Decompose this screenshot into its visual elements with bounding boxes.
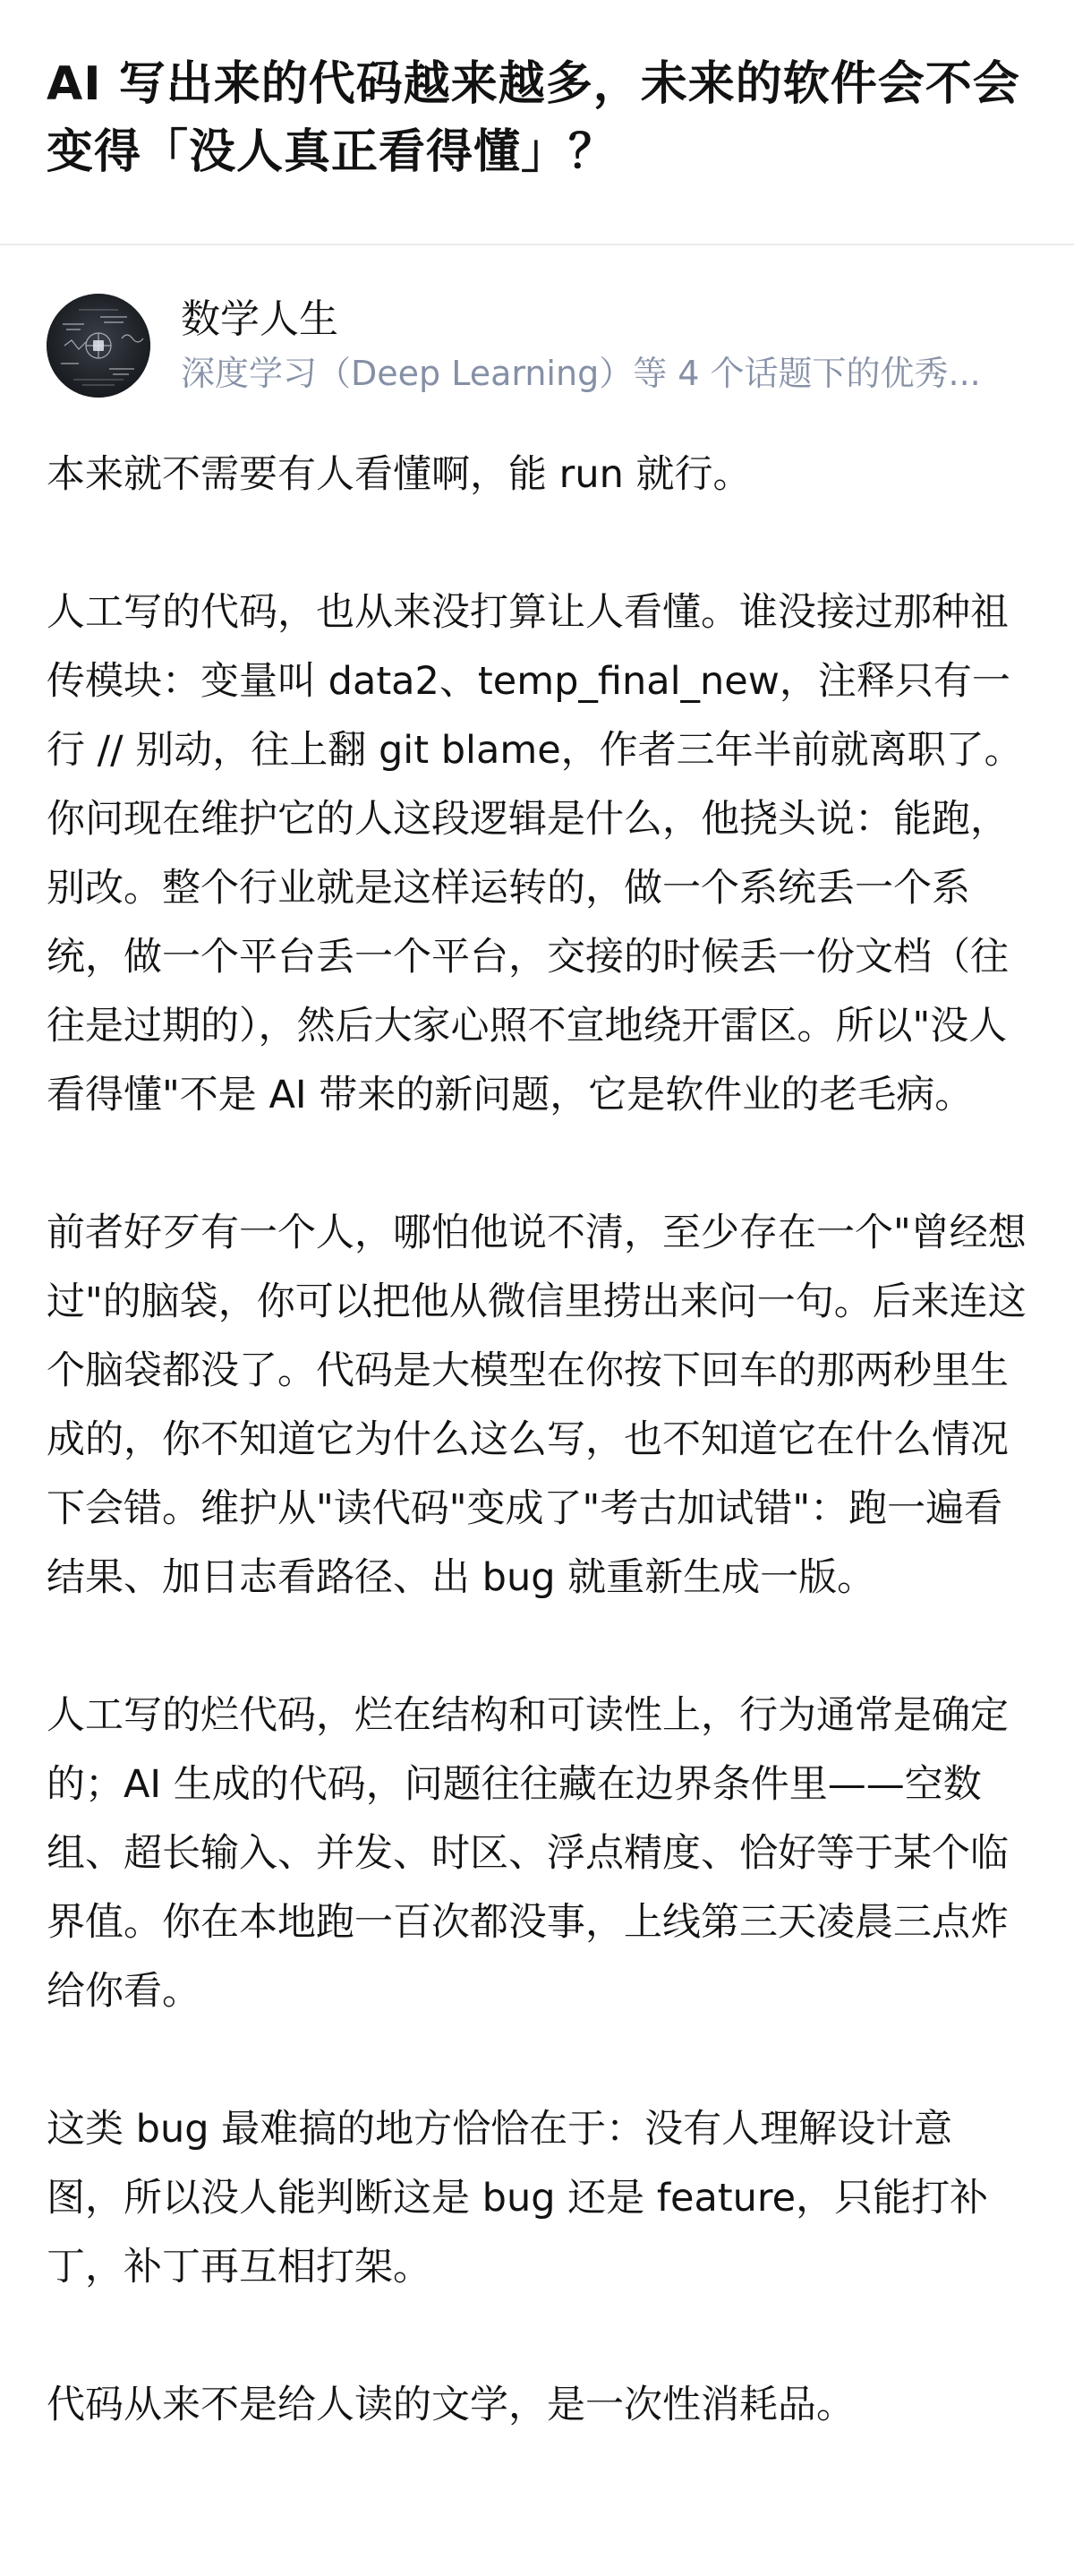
author-block xyxy=(47,292,1027,399)
author-name[interactable]: 数学人生 xyxy=(181,296,338,342)
answer-paragraph: 代码从来不是给人读的文学，是一次性消耗品。 xyxy=(47,2383,855,2427)
answer-paragraph: 前者好歹有一个人，哪怕他说不清，至少存在一个"曾经想过"的脑袋，你可以把他从微信里捞出来问一句。后来连这个脑袋都没了。代码是大模型在你按下回车的那两秒里生成的，你不知道它为什么这么写，也不知道它在什么情况下会错。维护从"读代码"变成了"考古加试错"：跑一遍看结果、加日志看路径、出 bug 就重新生成一版。 xyxy=(47,1211,1027,1600)
answer-paragraph: 人工写的代码，也从来没打算让人看懂。谁没接过那种祖传模块：变量叫 data2、temp_final_new，注释只有一行 // 别动，往上翻 git blame，作者三年半前就离职了。你问现在维护它的人这段逻辑是什么，他挠头说：能跑，别改。整个行业就是这样运转的，做一个系统丢一个系统，做一个平台丢一个平台，交接的时候丢一份文档（往往是过期的），然后大家心照不宣地绕开雷区。所以"没人看得懂"不是 AI 带来的新问题，它是软件业的老毛病。 xyxy=(47,590,1023,1117)
avatar-image xyxy=(47,294,150,398)
author-info xyxy=(181,295,981,397)
answer-body xyxy=(47,441,1027,2440)
question-title[interactable]: AI 写出来的代码越来越多，未来的软件会不会变得「没人真正看得懂」？ xyxy=(47,57,1020,179)
author-badge: 深度学习（Deep Learning）等 4 个话题下的优秀... xyxy=(181,354,981,393)
answer-paragraph: 这类 bug 最难搞的地方恰恰在于：没有人理解设计意图，所以没人能判断这是 bug 还是 feature，只能打补丁，补丁再互相打架。 xyxy=(47,2107,989,2289)
answer-paragraph: 本来就不需要有人看懂啊，能 run 就行。 xyxy=(47,452,752,497)
answer-card xyxy=(0,245,1074,2440)
question-header xyxy=(0,0,1074,244)
answer-paragraph: 人工写的烂代码，烂在结构和可读性上，行为通常是确定的；AI 生成的代码，问题往往藏在边界条件里——空数组、超长输入、并发、时区、浮点精度、恰好等于某个临界值。你在本地跑一百次都没事，上线第三天凌晨三点炸给你看。 xyxy=(47,1693,1009,2014)
chalkboard-avatar-icon[interactable] xyxy=(47,294,150,398)
